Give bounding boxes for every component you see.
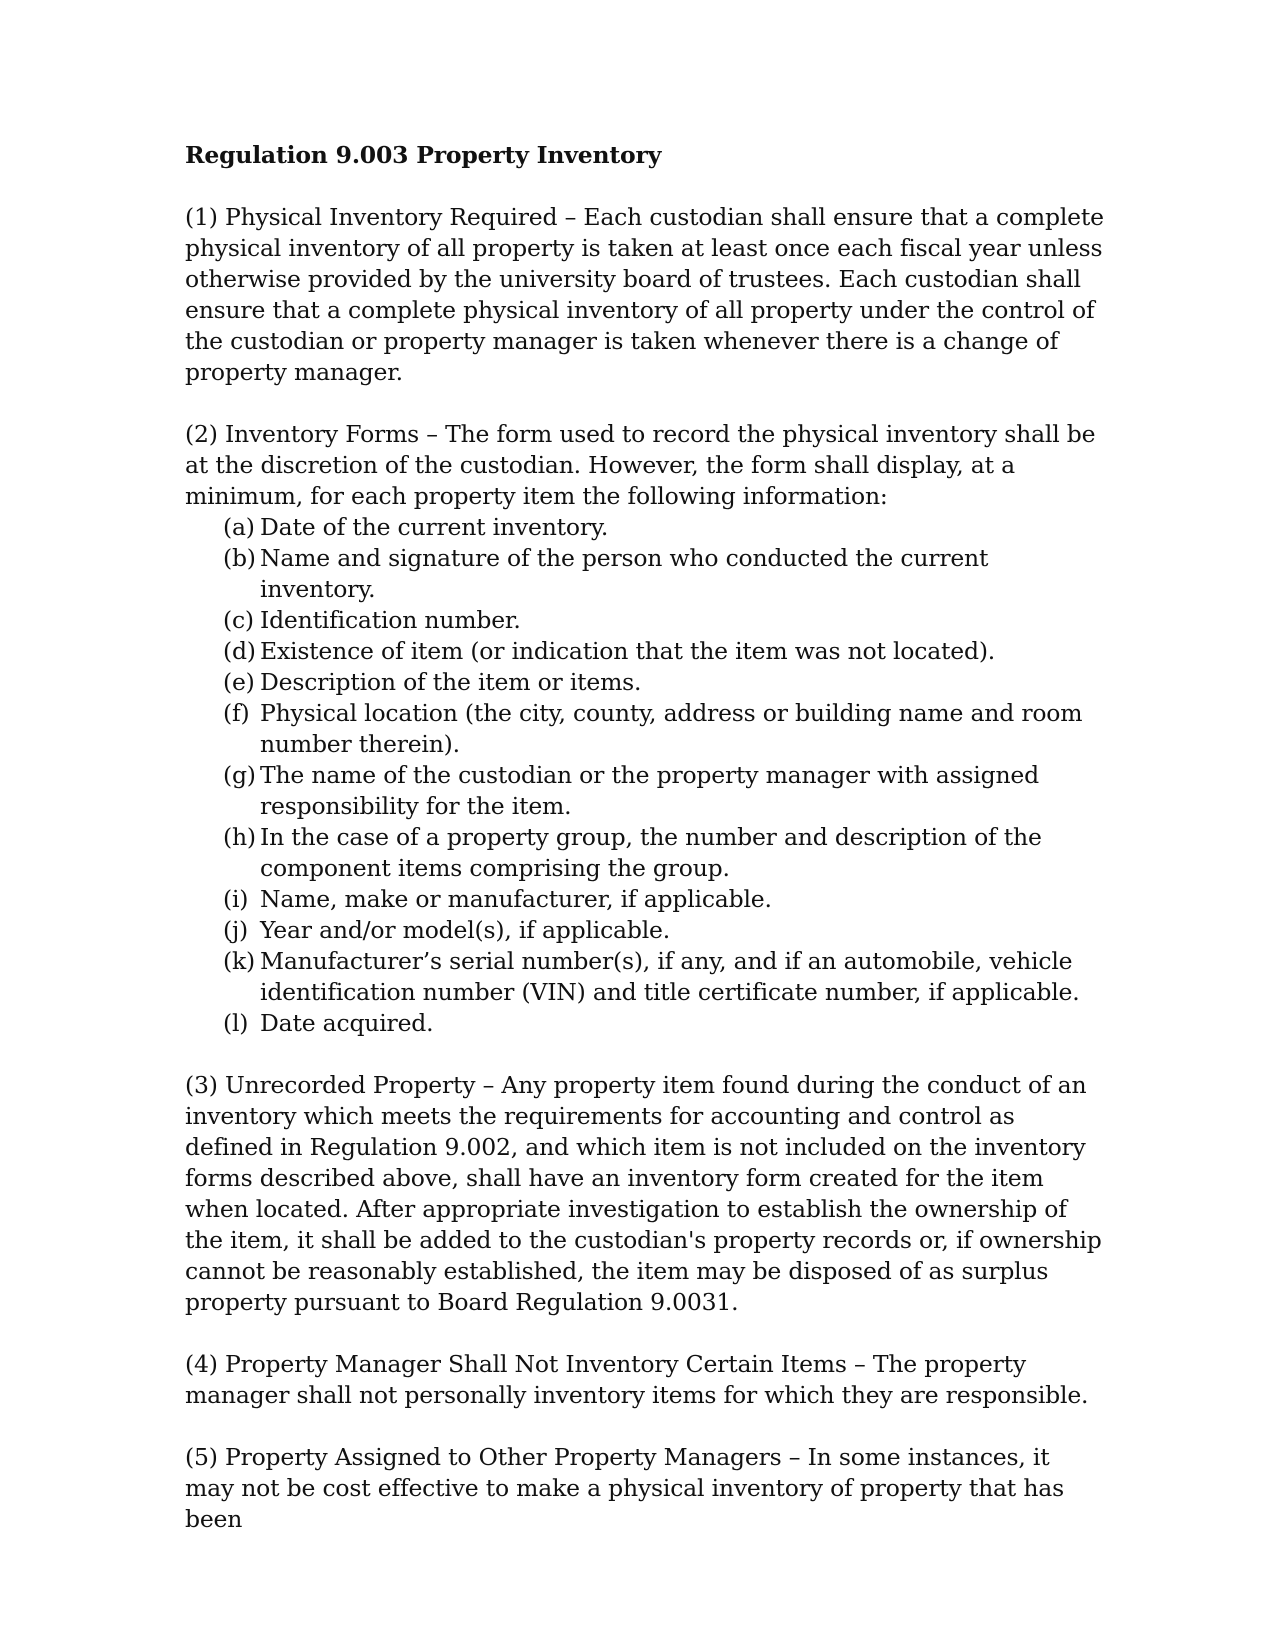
list-item <box>223 543 1105 605</box>
paragraph-property-manager-restriction: (4) Property Manager Shall Not Inventory Certain Items – The property manager shall not personally inventory items for which they are responsible. <box>185 1350 1089 1409</box>
list-item <box>223 1008 1105 1039</box>
document-title: Regulation 9.003 Property Inventory <box>185 141 662 169</box>
list-item <box>223 884 1105 915</box>
list-item-text: Name and signature of the person who conducted the current inventory. <box>260 544 989 603</box>
list-item-text: Identification number. <box>260 606 521 634</box>
paragraph-unrecorded-property: (3) Unrecorded Property – Any property item found during the conduct of an inventory which meets the requirements for accounting and control as defined in Regulation 9.002, and which item is not included on the inventory forms described above, shall have an inventory form created for the item when located. After appropriate investigation to establish the ownership of the item, it shall be added to the custodian's property records or, if ownership cannot be reasonably established, the item may be disposed of as surplus property pursuant to Board Regulation 9.0031. <box>185 1071 1102 1316</box>
paragraph-inventory-forms: (2) Inventory Forms – The form used to record the physical inventory shall be at the discretion of the custodian. However, the form shall display, at a minimum, for each property item the following information: <box>185 420 1096 510</box>
list-item-text: Year and/or model(s), if applicable. <box>260 916 671 944</box>
list-item-label: (e) <box>223 668 255 696</box>
list-item <box>223 946 1105 1008</box>
list-item <box>223 636 1105 667</box>
list-item-label: (i) <box>223 885 249 913</box>
list-item <box>223 915 1105 946</box>
list-item-label: (c) <box>223 606 254 634</box>
list-item <box>223 822 1105 884</box>
paragraph-physical-inventory: (1) Physical Inventory Required – Each custodian shall ensure that a complete physical inventory of all property is taken at least once each fiscal year unless otherwise provided by the university board of trustees. Each custodian shall ensure that a complete physical inventory of all property under the control of the custodian or property manager is taken whenever there is a change of property manager. <box>185 203 1104 386</box>
list-item-text: Existence of item (or indication that the item was not located). <box>260 637 996 665</box>
list-item-text: The name of the custodian or the property manager with assigned responsibility for the item. <box>260 761 1039 820</box>
list-item-text: Manufacturer’s serial number(s), if any, and if an automobile, vehicle identification number (VIN) and title certificate number, if applicable. <box>260 947 1080 1006</box>
list-item-text: Physical location (the city, county, address or building name and room number therein). <box>260 699 1083 758</box>
list-item-label: (l) <box>223 1009 249 1037</box>
list-item <box>223 760 1105 822</box>
list-item-label: (k) <box>223 947 255 975</box>
list-item-text: In the case of a property group, the number and description of the component items comprising the group. <box>260 823 1042 882</box>
list-item-label: (d) <box>223 637 256 665</box>
list-item-label: (f) <box>223 699 250 727</box>
list-item <box>223 667 1105 698</box>
document-page <box>185 140 1105 1535</box>
list-item-text: Date of the current inventory. <box>260 513 609 541</box>
list-item <box>223 698 1105 760</box>
list-item-text: Description of the item or items. <box>260 668 642 696</box>
list-item-label: (a) <box>223 513 255 541</box>
list-item-label: (j) <box>223 916 249 944</box>
paragraph-property-assigned-other-managers: (5) Property Assigned to Other Property Managers – In some instances, it may not be cost effective to make a physical inventory of property that has been <box>185 1443 1064 1533</box>
list-item <box>223 512 1105 543</box>
list-item-label: (h) <box>223 823 256 851</box>
list-item <box>223 605 1105 636</box>
list-item-text: Date acquired. <box>260 1009 434 1037</box>
list-item-text: Name, make or manufacturer, if applicable. <box>260 885 772 913</box>
list-item-label: (g) <box>223 761 256 789</box>
list-item-label: (b) <box>223 544 256 572</box>
inventory-form-requirements-list <box>185 512 1105 1039</box>
